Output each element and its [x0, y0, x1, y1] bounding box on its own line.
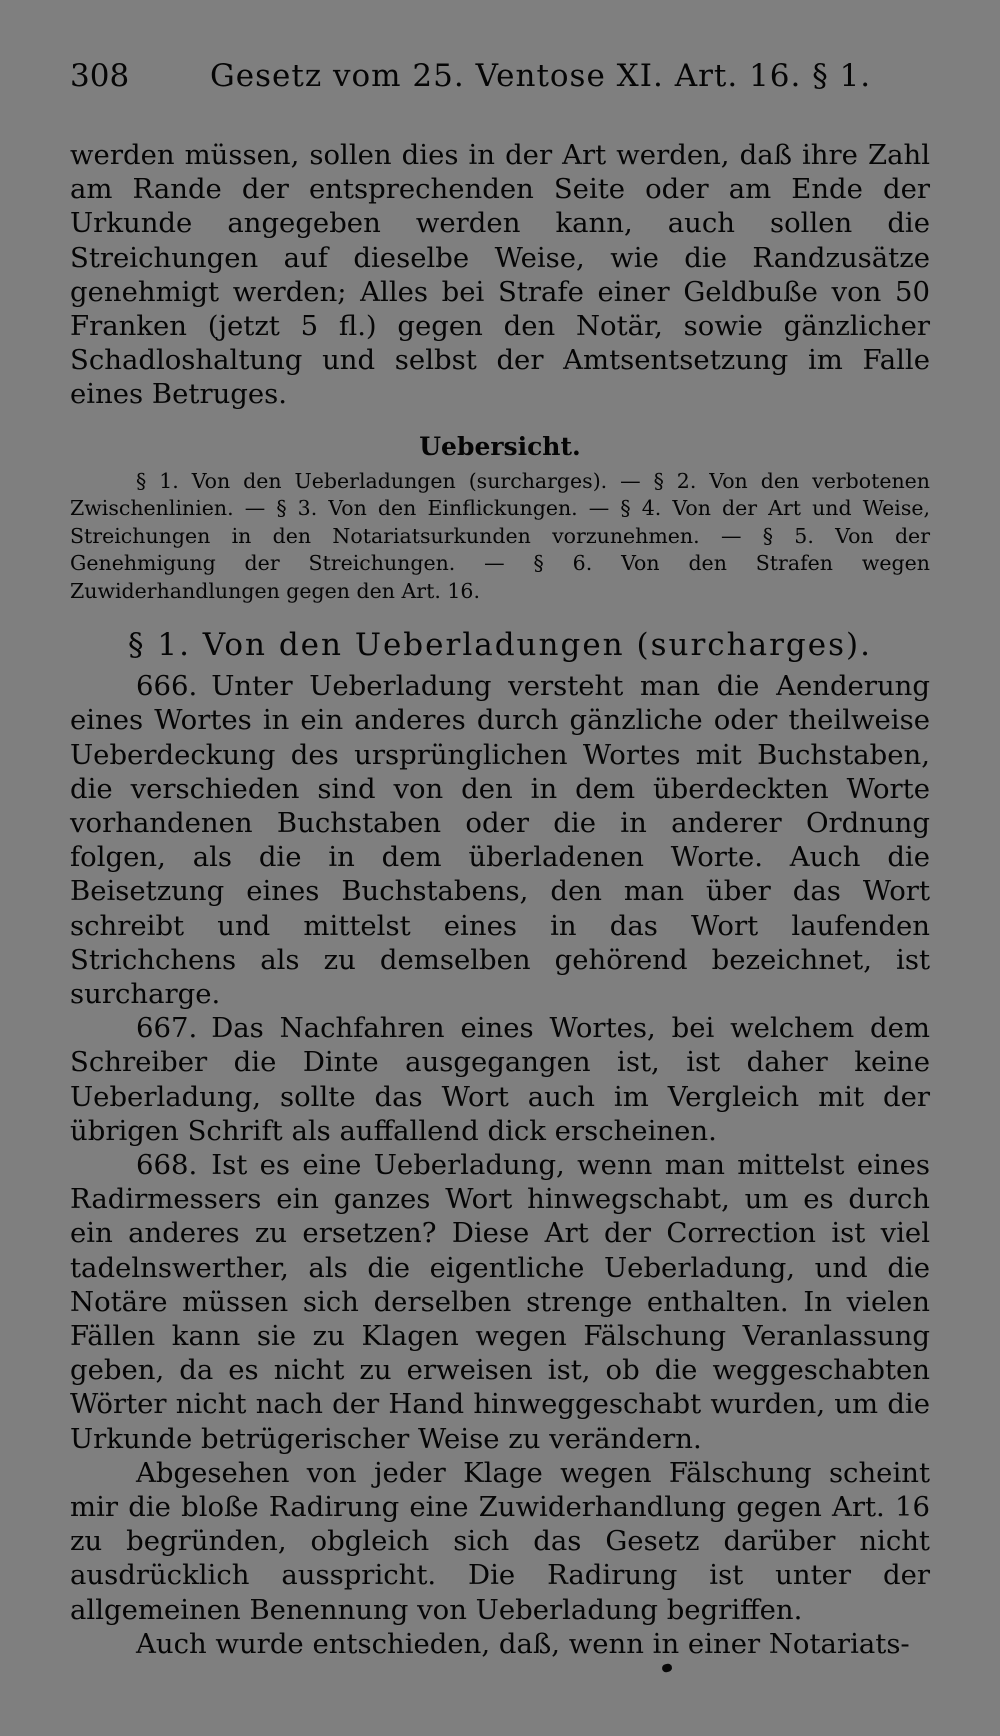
paragraph-number: 667.	[136, 1012, 198, 1045]
paragraph-text: Auch wurde entschieden, daß, wenn in einer Notariats-	[136, 1627, 910, 1660]
paragraph-number: 666.	[136, 670, 198, 703]
continuation-paragraph: werden müssen, sollen dies in der Art werden, daß ihre Zahl am Rande der entsprechenden Seite oder am Ende der Urkunde angegeben werden kann, auch sollen die Streichungen auf dieselbe Weise, wie die Randzusätze genehmigt werden; Alles bei Strafe einer Geldbuße von 50 Franken (jetzt 5 fl.) gegen den Notär, sowie gänzlicher Schadloshaltung und selbst der Amtsentsetzung im Falle eines Betruges.	[70, 139, 930, 411]
overview-heading: Uebersicht.	[419, 431, 581, 461]
paragraph-text: Abgesehen von jeder Klage wegen Fälschung scheint mir die bloße Radirung eine Zuwiderhandlung gegen Art. 16 zu begründen, obgleich sich das Gesetz darüber nicht ausdrücklich ausspricht. Die Radirung ist unter der allgemeinen Benennung von Ueberladung begriffen.	[70, 1456, 930, 1626]
paragraph-text: Unter Ueberladung versteht man die Aenderung eines Wortes in ein anderes durch gänzliche oder theilweise Ueberdeckung des ursprünglichen Wortes mit Buchstaben, die verschieden sind von den in dem überdeckten Worte vorhandenen Buchstaben oder die in anderer Ordnung folgen, als die in dem überladenen Worte. Auch die Beisetzung eines Buchstabens, den man über das Wort schreibt und mittelst eines in das Wort laufenden Strichchens als zu demselben gehörend bezeichnet, ist surcharge.	[70, 670, 930, 1010]
ink-spot	[661, 1663, 673, 1673]
overview-text: § 1. Von den Ueberladungen (surcharges). — § 2. Von den verbotenen Zwischenlinien. — § 3. Von den Einflickungen. — § 4. Von der Art und Weise, Streichungen in den Notariatsurkunden vorzunehmen. — § 5. Von der Genehmigung der Streichungen. — § 6. Von den Strafen wegen Zuwiderhandlungen gegen den Art. 16.	[70, 468, 930, 603]
paragraph-abgesehen	[70, 1456, 930, 1627]
paragraph-666	[70, 669, 930, 1011]
page-header	[70, 58, 930, 102]
paragraph-number: 668.	[136, 1148, 198, 1181]
page-number: 308	[70, 58, 130, 94]
paragraph-668	[70, 1148, 930, 1456]
paragraph-auch	[70, 1627, 930, 1661]
paragraph-667	[70, 1011, 930, 1148]
paragraph-text: Das Nachfahren eines Wortes, bei welchem dem Schreiber die Dinte ausgegangen ist, ist daher keine Ueberladung, sollte das Wort auch im Vergleich mit der übrigen Schrift als auffallend dick erscheinen.	[70, 1012, 930, 1147]
running-head: Gesetz vom 25. Ventose XI. Art. 16. § 1.	[210, 58, 872, 94]
document-page	[70, 58, 930, 1661]
section-heading: § 1. Von den Ueberladungen (surcharges).	[128, 627, 872, 664]
paragraph-text: Ist es eine Ueberladung, wenn man mittelst eines Radirmessers ein ganzes Wort hinwegschabt, um es durch ein anderes zu ersetzen? Diese Art der Correction ist viel tadelnswerther, als die eigentliche Ueberladung, und die Notäre müssen sich derselben strenge enthalten. In vielen Fällen kann sie zu Klagen wegen Fälschung Veranlassung geben, da es nicht zu erweisen ist, ob die weggeschabten Wörter nicht nach der Hand hinweggeschabt wurden, um die Urkunde betrügerischer Weise zu verändern.	[70, 1148, 930, 1455]
